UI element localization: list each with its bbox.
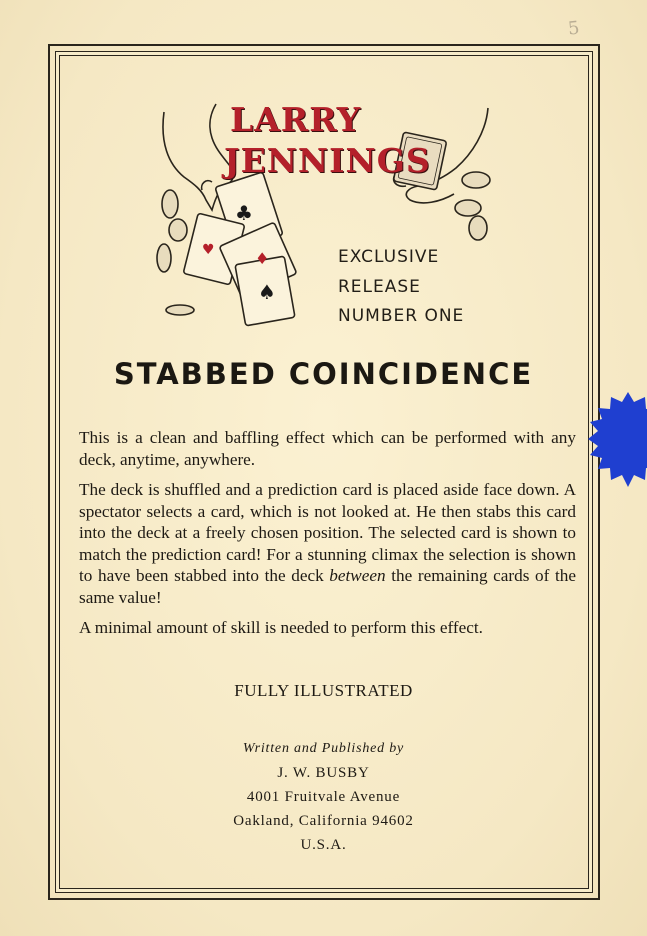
- description-paragraph-1: This is a clean and baffling effect which can be performed with any deck, anytime, anywhere.: [79, 428, 576, 469]
- blue-seal-sticker: [588, 392, 647, 492]
- coin-icon: [469, 216, 487, 240]
- publisher-street: 4001 Fruitvale Avenue: [246, 789, 401, 805]
- coin-icon: [162, 190, 178, 218]
- corner-pencil-note: 5: [566, 17, 581, 40]
- written-published-by: Written and Published by: [242, 741, 405, 756]
- svg-text:♠: ♠: [258, 280, 276, 304]
- coin-icon: [169, 219, 187, 241]
- svg-text:♦: ♦: [255, 249, 270, 268]
- fully-illustrated-label: FULLY ILLUSTRATED: [234, 681, 413, 700]
- effect-title: STABBED COINCIDENCE: [113, 357, 534, 391]
- description-paragraph-3: A minimal amount of skill is needed to perform this effect.: [79, 618, 483, 637]
- brand-name-line2: JENNINGS: [224, 141, 431, 180]
- coin-icon: [166, 305, 194, 315]
- release-line-3: NUMBER ONE: [338, 306, 465, 326]
- publisher-credits: [0, 737, 647, 857]
- coin-icon: [455, 200, 481, 216]
- release-line-1: EXCLUSIVE: [338, 247, 440, 267]
- coin-icon: [462, 172, 490, 188]
- publisher-name: J. W. BUSBY: [277, 765, 370, 781]
- svg-text:♥: ♥: [202, 242, 215, 258]
- description-paragraph-2: The deck is shuffled and a prediction card is placed aside face down. A spectator selects a card, which is not looked at. He then stabs this card into the deck at a freely chosen position. The selected card is shown to match the prediction card! For a stunning climax the selection is shown to have been stabbed into the deck between the remaining cards of the same value!: [79, 480, 576, 607]
- brand-name-line1: LARRY: [230, 100, 362, 139]
- svg-text:♣: ♣: [235, 201, 253, 225]
- release-line-2: RELEASE: [338, 277, 421, 297]
- coin-icon: [157, 244, 171, 272]
- publisher-city: Oakland, California 94602: [233, 813, 414, 829]
- emphasis-word: between: [329, 566, 386, 585]
- publisher-country: U.S.A.: [300, 837, 347, 853]
- description-body: [79, 427, 576, 648]
